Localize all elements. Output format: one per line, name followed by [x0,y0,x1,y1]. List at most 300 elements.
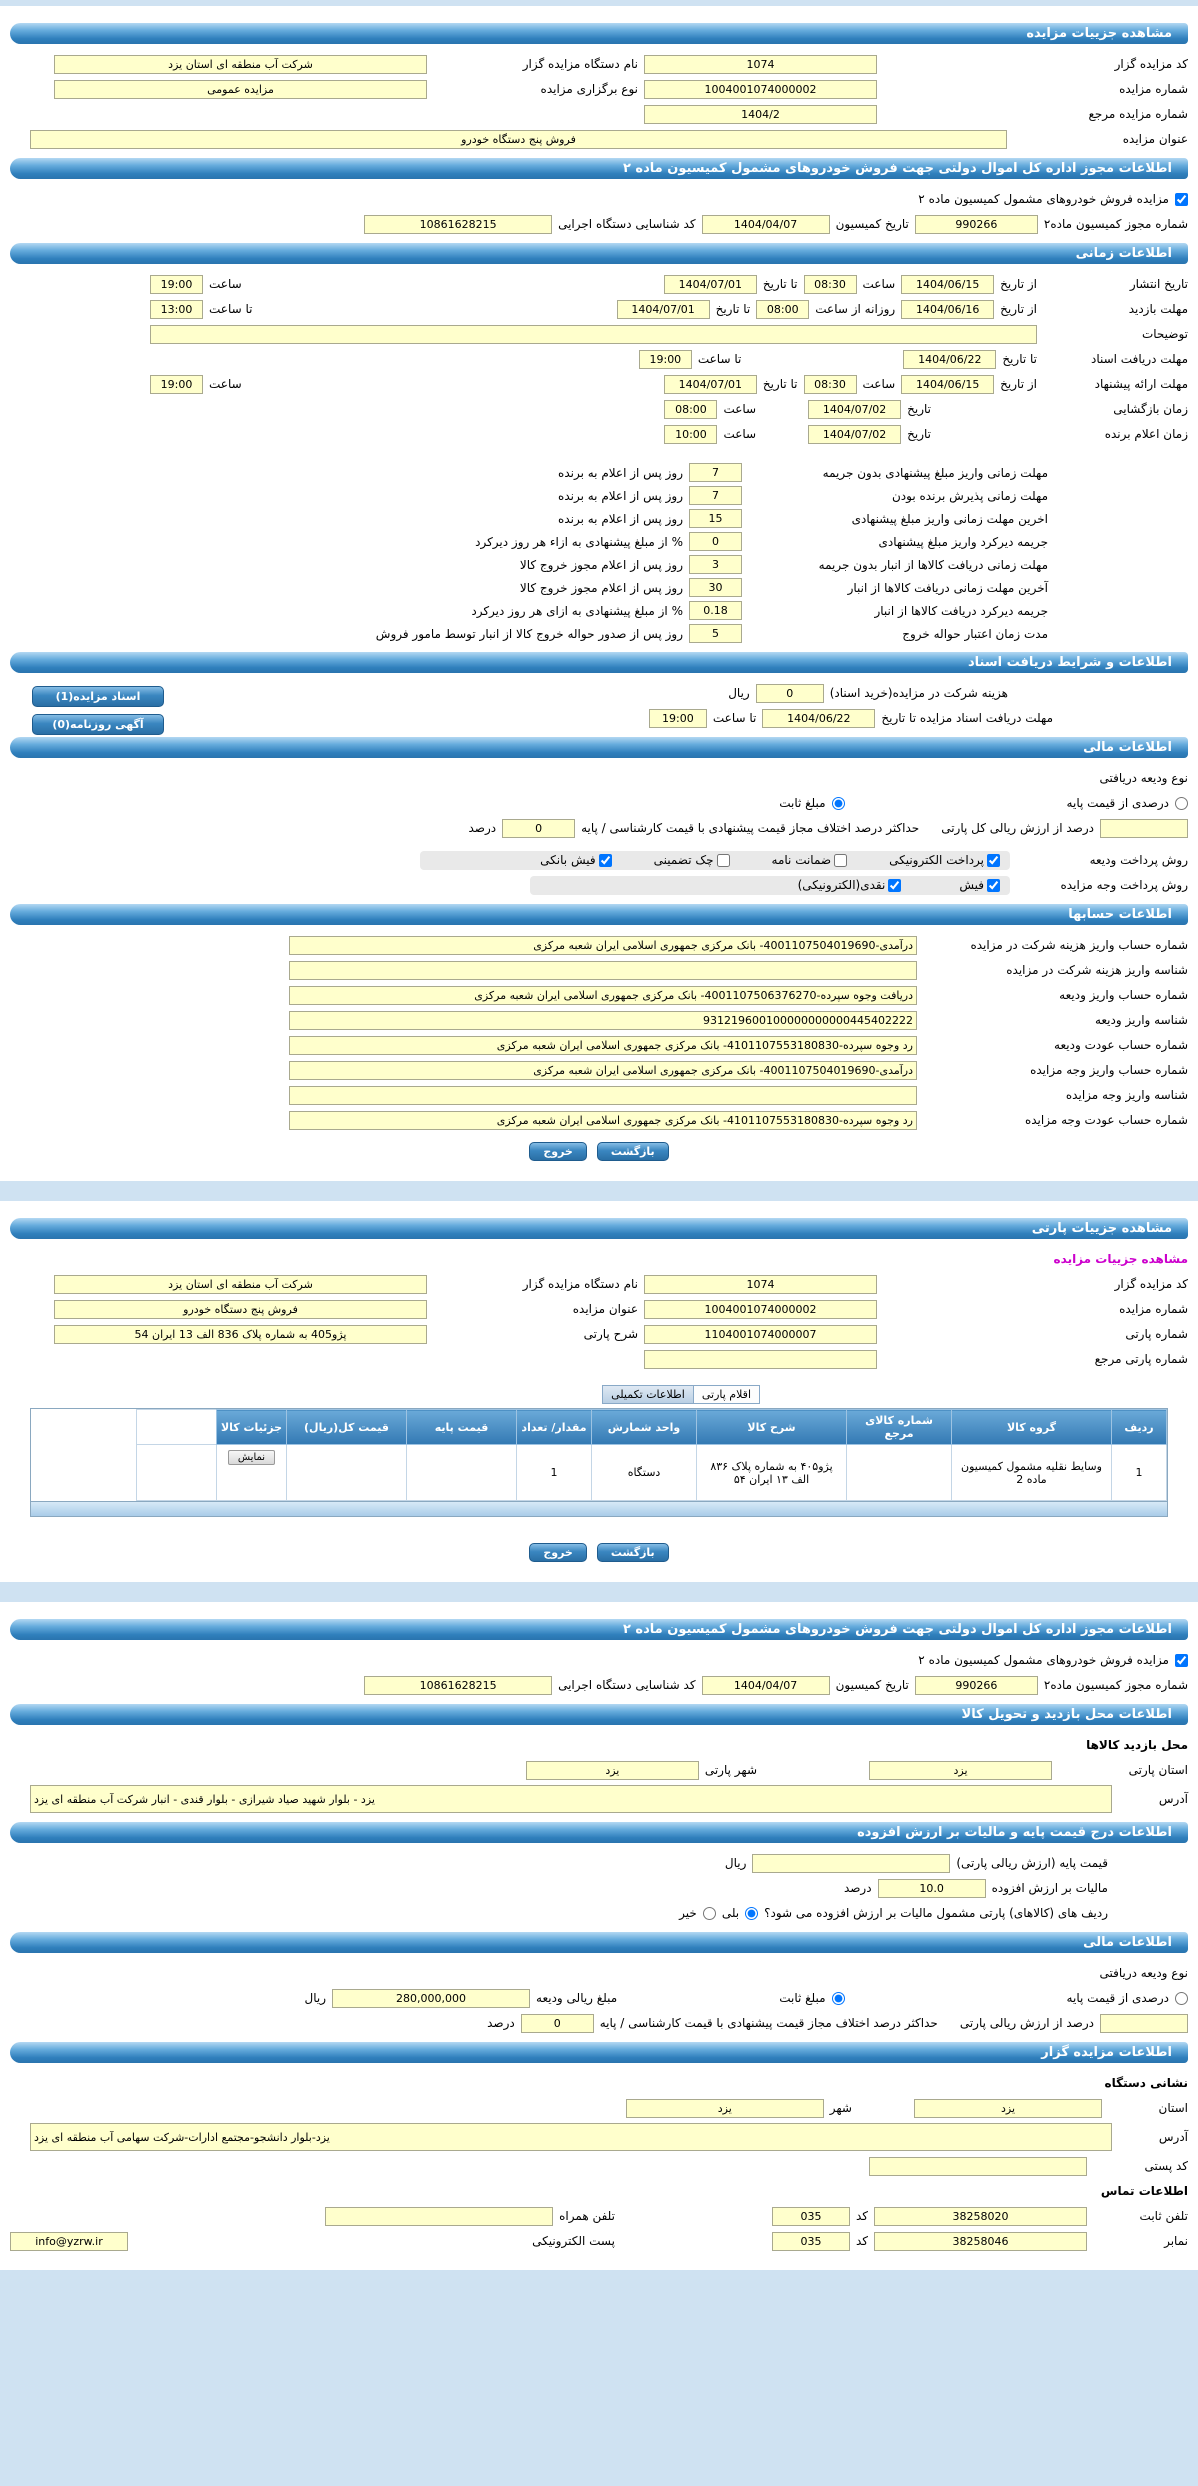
vat-question-row [10,1903,1188,1923]
section-bar-pricing: اطلاعات درج قیمت پایه و مالیات بر ارزش افزوده [10,1822,1188,1843]
permit-checkbox-row-2 [10,1650,1188,1670]
offer-from-date-field[interactable] [901,375,994,394]
section-bar-permit: اطلاعات مجوز اداره کل اموال دولتی جهت فروش خودروهای مشمول کمیسیون ماده ۲ [10,158,1188,179]
commission2-checkbox[interactable] [1175,1654,1188,1667]
parti-desc-label: شرح پارتی [583,1327,638,1341]
postal-code-label: کد پستی [1144,2159,1188,2173]
percent-of-total-label: درصد از ارزش ریالی کل پارتی [941,821,1094,835]
visit-row [10,299,1188,319]
tab-additional-info[interactable]: اطلاعات تکمیلی [602,1385,693,1404]
winner-time-field[interactable] [664,425,717,444]
email-field[interactable] [10,2232,128,2251]
max-diff-label: حداکثر درصد اختلاف مجاز قیمت پیشنهادی با قیمت کارشناسی / پایه [581,821,920,835]
col-total-price: قیمت کل(ریال) [287,1410,407,1445]
offer-to-time-field[interactable] [150,375,203,394]
visit-title-row [10,1735,1188,1755]
percent-of-parti-label: درصد از ارزش ریالی پارتی [959,2016,1094,2030]
publish-from-date-field[interactable] [901,275,994,294]
deposit-fixed-option-label: مبلغ ثابت [779,1991,826,2005]
parti-no-field[interactable] [644,1325,877,1344]
auction-type-label: نوع برگزاری مزایده [540,82,638,96]
cell-ref [847,1445,952,1501]
back-button[interactable]: بازگشت [597,1142,669,1161]
fax-code-field[interactable] [772,2232,850,2251]
vat-label: مالیات بر ارزش افزوده [991,1881,1108,1895]
payment-option [772,853,848,867]
deposit-amount-field[interactable] [332,1989,530,2008]
bottom-buttons [8,1543,1190,1562]
daily-from-label: روزانه از ساعت [815,302,896,316]
commission2-checkbox[interactable] [1175,193,1188,206]
deposit-type-row-2 [10,1963,1188,1983]
winner-row [10,424,1188,444]
parti-province-field[interactable] [869,1761,1052,1780]
offer-row [10,374,1188,394]
offer-from-time-field[interactable] [804,375,857,394]
col-qty: مقدار/ تعداد [517,1410,592,1445]
penalty-suffix: روز پس از اعلام مجوز خروج کالا [519,557,683,572]
certified-check-label: چک تضمینی [653,853,714,867]
deposit-amount-label: مبلغ ریالی ودیعه [536,1991,618,2005]
parti-province-label: استان پارتی [1128,1763,1188,1777]
parti-address-label: آدرس [1158,1792,1188,1806]
penalty-label: مهلت زمانی دریافت کالاها از انبار بدون جریمه [818,557,1048,572]
permit-date-label: تاریخ کمیسیون [835,217,909,231]
auction-row-2 [10,79,1188,99]
col-empty [137,1410,217,1445]
electronic-payment-checkbox[interactable] [987,854,1000,867]
deposit-percent-option-label: درصدی از قیمت پایه [1066,796,1169,810]
base-price-field[interactable] [752,1854,950,1873]
to-date-label: تا تاریخ [715,302,751,316]
account-row [10,1035,1188,1055]
winner-date-field[interactable] [808,425,901,444]
commission2-checkbox-label: مزایده فروش خودروهای مشمول کمیسیون ماده ۲ [918,1653,1169,1667]
exit-button[interactable]: خروج [529,1142,587,1161]
auction-ref-label: شماره مزایده مرجع [1088,107,1188,121]
vat-no-label: خیر [679,1906,697,1920]
view-auction-details-link[interactable]: مشاهده جزییات مزایده [1053,1252,1188,1266]
docs-to-time-field[interactable] [639,350,692,369]
auction-no-field[interactable] [644,1300,877,1319]
auction-documents-button[interactable]: اسناد مزایده(1) [32,686,164,707]
notes-row [10,324,1188,344]
parti-address-row [10,1785,1188,1813]
account-row [10,1060,1188,1080]
percent-maxdiff-row [10,818,1188,838]
bidder-code-field[interactable] [644,55,877,74]
docs-deadline-row [10,349,1188,369]
visit-from-date-field[interactable] [901,300,994,319]
deposit-payment-label: روش پرداخت ودیعه [1089,853,1188,867]
penalty-suffix: % از مبلغ پیشنهادی به ازاء هر روز دیرکرد [475,534,683,549]
hour-label: ساعت [209,377,242,391]
permit-no-label: شماره مجوز کمیسیون ماده۲ [1043,1678,1188,1692]
to-date-label: تا تاریخ [1002,352,1037,366]
certified-check-checkbox[interactable] [717,854,730,867]
opening-row [10,399,1188,419]
section-bar-organizer: اطلاعات مزایده گزار [10,2042,1188,2063]
cell-base-price [407,1445,517,1501]
parti-details-panel [0,1201,1198,1582]
fax-label: نمابر [1164,2234,1188,2248]
account-label: شناسه واریز هزینه شرکت در مزایده [1006,963,1188,977]
deposit-fixed-option-label: مبلغ ثابت [779,796,826,810]
vat-yes-radio[interactable] [745,1907,758,1920]
penalty-label: جریمه دیرکرد دریافت کالاها از انبار [874,603,1048,618]
penalty-row [10,532,1188,551]
account-label: شماره حساب واریز وجه مزایده [1030,1063,1188,1077]
permit-no-field[interactable] [915,215,1038,234]
org-id-label: کد شناسایی دستگاه اجرایی [558,1678,696,1692]
table-scrollbar[interactable] [31,1501,1167,1516]
org-name-field[interactable] [54,55,427,74]
parti-link-row [10,1249,1188,1269]
deposit-fixed-radio[interactable] [832,797,845,810]
cell-desc: پژو۴۰۵ به شماره پلاک ۸۳۶ الف ۱۳ ایران ۵۴ [697,1445,847,1501]
account-field[interactable] [289,1036,917,1055]
penalty-value-field[interactable] [689,463,742,482]
bidder-code-field[interactable] [644,1275,877,1294]
account-field[interactable] [289,961,917,980]
col-base-price: قیمت پایه [407,1410,517,1445]
auction-no-label: شماره مزایده [1119,82,1188,96]
payment-option [654,853,730,867]
hour-label: ساعت [862,377,896,391]
visit-location-title: محل بازدید کالاها [1086,1738,1188,1752]
percent-of-total-field[interactable] [1100,819,1188,838]
section-bar-accounts: اطلاعات حسابها [10,904,1188,925]
account-label: شناسه واریز وجه مزایده [1065,1088,1188,1102]
auction-no-field[interactable] [644,80,877,99]
penalty-value-field[interactable] [689,578,742,597]
penalty-suffix: روز پس از اعلام به برنده [558,488,683,503]
auction-title-row [10,129,1188,149]
account-field[interactable] [289,1111,917,1130]
payment-option [889,853,1000,867]
section-bar-financial-1: اطلاعات مالی [10,737,1188,758]
fax-row [10,2231,1188,2251]
vat-no-radio[interactable] [703,1907,716,1920]
postal-code-field[interactable] [869,2157,1087,2176]
col-group: گروه کالا [952,1410,1112,1445]
commission2-checkbox-label: مزایده فروش خودروهای مشمول کمیسیون ماده ۲ [918,192,1169,206]
org-city-field[interactable] [626,2099,824,2118]
documents-section [8,652,1190,731]
penalty-row [10,463,1188,482]
date-label: تاریخ [907,427,931,441]
auction-payment-options [530,876,1010,895]
account-field[interactable] [289,1011,917,1030]
account-label: شماره حساب عودت ودیعه [1054,1038,1188,1052]
section-bar-financial-2: اطلاعات مالی [10,1932,1188,1953]
org-id-label: کد شناسایی دستگاه اجرایی [558,217,696,231]
postal-code-row [10,2156,1188,2176]
cash-electronic-checkbox[interactable] [888,879,901,892]
org-address-title: نشانی دستگاه [1104,2076,1188,2090]
visit-label: مهلت بازدید [1128,302,1188,316]
mobile-field[interactable] [325,2207,553,2226]
deposit-type-label: نوع ودیعه دریافتی [1099,771,1188,785]
permit-fields-row [10,214,1188,234]
fee-label: هزینه شرکت در مزایده(خرید اسناد) [829,686,1008,700]
penalty-label: آخرین مهلت زمانی دریافت کالاها از انبار [847,580,1048,595]
penalty-label: اخرین مهلت زمانی واریز مبلغ پیشنهادی [851,511,1048,526]
org-name-label: نام دستگاه مزایده گزار [522,1277,638,1291]
org-address-row [10,2123,1188,2151]
deposit-payment-options [420,851,1010,870]
org-name-label: نام دستگاه مزایده گزار [522,57,638,71]
tab-parti-items[interactable]: اقلام پارتی [693,1385,760,1404]
vat-question-label: ردیف های (کالاهای) پارتی مشمول مالیات بر ارزش افزوده می شود؟ [764,1906,1108,1920]
col-ref: شماره کالای مرجع [847,1410,952,1445]
guarantee-label: ضمانت نامه [771,853,832,867]
contact-title-row [10,2181,1188,2201]
area-code-label: کد [855,2209,868,2223]
auction-payment-row [10,875,1188,895]
date-label: تاریخ [907,402,931,416]
permit-date-label: تاریخ کمیسیون [835,1678,909,1692]
parti-ref-label: شماره پارتی مرجع [1094,1352,1188,1366]
mobile-label: تلفن همراه [559,2209,615,2223]
parti-city-label: شهر پارتی [704,1763,757,1777]
penalty-label: جریمه دیرکرد واریز مبلغ پیشنهادی [878,534,1048,549]
max-diff-field[interactable] [502,819,575,838]
auction-type-field[interactable] [54,80,427,99]
receipt-checkbox[interactable] [987,879,1000,892]
publish-row [10,274,1188,294]
account-field[interactable] [289,936,917,955]
docs-deadline-date-field[interactable] [762,709,875,728]
publish-label: تاریخ انتشار [1129,277,1188,291]
notes-label: توضیحات [1141,327,1188,341]
docs-deadline-label: مهلت دریافت اسناد [1090,352,1188,366]
parti-row-1 [10,1274,1188,1294]
org-name-field[interactable] [54,1275,427,1294]
cell-details [217,1445,287,1501]
account-label: شماره حساب واریز هزینه شرکت در مزایده [970,938,1188,952]
fax-field[interactable] [874,2232,1087,2251]
auction-title-field[interactable] [54,1300,427,1319]
items-table [136,1409,1167,1501]
deposit-type-options-row [10,793,1188,813]
newspaper-ad-button[interactable]: آگهی روزنامه(0) [32,714,164,735]
to-hour-label: تا ساعت [209,302,253,316]
cell-empty [137,1445,217,1501]
visit-to-time-field[interactable] [150,300,203,319]
cell-group: وسایط نقلیه مشمول کمیسیون ماده 2 [952,1445,1112,1501]
account-row [10,1110,1188,1130]
percent-of-parti-field[interactable] [1100,2014,1188,2033]
parti-ref-field[interactable] [644,1350,877,1369]
phone-row [10,2206,1188,2226]
deposit-percent-radio[interactable] [1175,1992,1188,2005]
parti-tabs [8,1385,760,1404]
rial-label: ریال [304,1991,327,2005]
account-field[interactable] [289,1061,917,1080]
permit-date-field[interactable] [702,1676,830,1695]
payment-option [798,878,902,892]
percent-label: درصد [843,1881,872,1895]
phone-code-field[interactable] [772,2207,850,2226]
section-bar-documents: اطلاعات و شرایط دریافت اسناد [10,652,1188,673]
rial-label: ریال [728,686,750,700]
documents-buttons [32,686,164,735]
permit-date-field[interactable] [702,215,830,234]
cell-radif: 1 [1112,1445,1167,1501]
bank-receipt-checkbox[interactable] [599,854,612,867]
penalty-value-field[interactable] [689,555,742,574]
account-label: شناسه واریز ودیعه [1094,1013,1188,1027]
penalty-suffix: روز پس از اعلام مجوز خروج کالا [519,580,683,595]
max-diff-field[interactable] [521,2014,594,2033]
deposit-type-options-row-2 [10,1988,1188,2008]
account-label: شماره حساب عودت وجه مزایده [1024,1113,1188,1127]
receipt-label: فیش [959,878,984,892]
area-code-label: کد [855,2234,868,2248]
section-bar-timing: اطلاعات زمانی [10,243,1188,264]
parti-no-label: شماره پارتی [1125,1327,1188,1341]
org-address-title-row [10,2073,1188,2093]
org-province-field[interactable] [914,2099,1102,2118]
col-radif: ردیف [1112,1410,1167,1445]
payment-option [540,853,611,867]
section-bar-location: اطلاعات محل بازدید و تحویل کالا [10,1704,1188,1725]
opening-label: زمان بازگشایی [1113,402,1188,416]
fee-field[interactable] [756,684,824,703]
percent-maxdiff-row-2 [10,2013,1188,2033]
offer-to-date-field[interactable] [664,375,757,394]
penalty-value-field[interactable] [689,601,742,620]
auction-title-label: عنوان مزایده [572,1302,638,1316]
bottom-buttons [8,1142,1190,1161]
org-address-field[interactable] [30,2123,1112,2151]
publish-from-time-field[interactable] [804,275,857,294]
contact-info-title: اطلاعات تماس [1100,2184,1188,2198]
col-unit: واحد شمارش [592,1410,697,1445]
to-date-label: تا تاریخ [762,377,798,391]
parti-desc-field[interactable] [54,1325,427,1344]
bank-receipt-label: فیش بانکی [540,853,596,867]
org-id-field[interactable] [364,1676,552,1695]
section-bar-auction-details: مشاهده جزییات مزایده [10,23,1188,44]
org-id-field[interactable] [364,215,552,234]
hour-label: ساعت [723,402,757,416]
notes-field[interactable] [150,325,1037,344]
account-label: شماره حساب واریز ودیعه [1059,988,1188,1002]
auction-no-label: شماره مزایده [1119,1302,1188,1316]
percent-label: درصد [468,821,497,835]
hour-label: ساعت [862,277,896,291]
to-date-label: تا تاریخ [762,277,798,291]
show-item-details-button[interactable]: نمایش [228,1450,275,1465]
permit-no-field[interactable] [915,1676,1038,1695]
deposit-percent-radio[interactable] [1175,797,1188,810]
section-bar-permit-2: اطلاعات مجوز اداره کل اموال دولتی جهت فروش خودروهای مشمول کمیسیون ماده ۲ [10,1619,1188,1640]
visit-to-date-field[interactable] [617,300,710,319]
parti-province-row [10,1760,1188,1780]
cash-electronic-label: نقدی(الکترونیکی) [797,878,886,892]
penalty-row [10,486,1188,505]
penalty-row [10,509,1188,528]
payment-option [959,878,1000,892]
parti-row-3 [10,1324,1188,1344]
deposit-fixed-radio[interactable] [832,1992,845,2005]
table-row [137,1445,1167,1501]
offer-label: مهلت ارائه پیشنهاد [1094,377,1188,391]
docs-deadline-time-field[interactable] [649,709,707,728]
account-field[interactable] [289,1086,917,1105]
back-button[interactable]: بازگشت [597,1543,669,1562]
permit-checkbox-row [10,189,1188,209]
deposit-payment-row [10,850,1188,870]
base-price-label: قیمت پایه (ارزش ریالی پارتی) [956,1856,1108,1870]
publish-to-time-field[interactable] [150,275,203,294]
from-date-label: از تاریخ [1000,302,1037,316]
percent-label: درصد [487,2016,515,2030]
winner-label: زمان اعلام برنده [1104,427,1188,441]
deposit-type-row [10,768,1188,788]
parti-address-field[interactable] [30,1785,1112,1813]
account-row [10,1085,1188,1105]
publish-to-date-field[interactable] [664,275,757,294]
penalty-suffix: روز پس از اعلام به برنده [558,511,683,526]
cell-qty: 1 [517,1445,592,1501]
opening-date-field[interactable] [808,400,901,419]
exit-button[interactable]: خروج [529,1543,587,1562]
penalty-suffix: روز پس از صدور حواله خروج کالا از انبار توسط مامور فروش [375,626,683,641]
email-label: پست الکترونیکی [532,2234,615,2248]
to-hour-label: تا ساعت [712,711,757,725]
penalty-row [10,555,1188,574]
permit-no-label: شماره مجوز کمیسیون ماده۲ [1043,217,1188,231]
section-bar-parti: مشاهده جزییات پارتی [10,1218,1188,1239]
deposit-type-label: نوع ودیعه دریافتی [1099,1966,1188,1980]
guarantee-checkbox[interactable] [834,854,847,867]
penalty-label: مهلت زمانی پذیرش برنده بودن [891,488,1048,503]
auction-title-field[interactable] [30,130,1007,149]
parti-extended-panel [0,1602,1198,2270]
electronic-payment-label: پرداخت الکترونیکی [889,853,984,867]
max-diff-label: حداکثر درصد اختلاف مجاز قیمت پیشنهادی با قیمت کارشناسی / پایه [599,2016,938,2030]
auction-details-panel [0,6,1198,1181]
penalty-row [10,624,1188,643]
org-address-label: آدرس [1158,2130,1188,2144]
vat-field[interactable] [878,1879,986,1898]
items-table-wrap [30,1408,1168,1517]
account-field[interactable] [289,986,917,1005]
penalty-value-field[interactable] [689,532,742,551]
penalty-row [10,601,1188,620]
phone-field[interactable] [874,2207,1087,2226]
docs-deadline-label2: مهلت دریافت اسناد مزایده تا تاریخ [881,711,1053,725]
penalty-value-field[interactable] [689,509,742,528]
opening-time-field[interactable] [664,400,717,419]
from-date-label: از تاریخ [1000,377,1037,391]
visit-daily-time-field[interactable] [756,300,809,319]
penalty-value-field[interactable] [689,486,742,505]
fee-row [10,683,1188,703]
parti-city-field[interactable] [526,1761,699,1780]
penalty-value-field[interactable] [689,624,742,643]
account-row [10,960,1188,980]
col-desc: شرح کالا [697,1410,847,1445]
docs-to-date-field[interactable] [903,350,996,369]
auction-ref-field[interactable] [644,105,877,124]
col-details: جزئیات کالا [217,1410,287,1445]
org-province-row [10,2098,1188,2118]
auction-payment-label: روش پرداخت وجه مزایده [1060,878,1188,892]
